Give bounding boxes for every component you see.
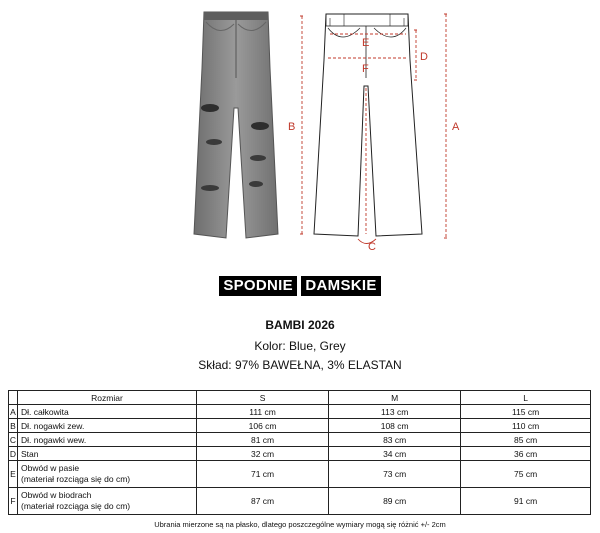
row-letter: B — [10, 420, 16, 431]
row-name-note: (materiał rozciąga się do cm) — [21, 474, 131, 484]
header-size-m: M — [329, 391, 461, 405]
diagram-label-f: F — [362, 63, 369, 75]
row-value-l: 115 cm — [461, 405, 591, 419]
header-size-s: S — [197, 391, 329, 405]
row-value-m: 89 cm — [329, 488, 461, 515]
row-value-s: 87 cm — [197, 488, 329, 515]
row-value-m: 34 cm — [329, 447, 461, 461]
composition-info: Skład: 97% BAWEŁNA, 3% ELASTAN — [198, 358, 402, 372]
table-row — [9, 488, 591, 515]
row-name-main: Obwód w pasie — [21, 463, 80, 473]
row-name: Dł. nogawki zew. — [18, 419, 197, 433]
table-row — [9, 405, 591, 419]
model-name: BAMBI 2026 — [265, 318, 335, 332]
row-letter: C — [9, 434, 17, 445]
jeans-measurement-diagram-icon — [280, 6, 470, 252]
row-letter: E — [9, 461, 18, 488]
row-value-m: 73 cm — [329, 461, 461, 488]
row-value-l: 110 cm — [461, 419, 591, 433]
row-name: Dł. nogawki wew. — [18, 433, 197, 447]
color-info: Kolor: Blue, Grey — [254, 339, 346, 353]
header-size-label: Rozmiar — [18, 391, 197, 405]
row-letter: A — [10, 406, 16, 417]
table-row — [9, 433, 591, 447]
row-value-l: 75 cm — [461, 461, 591, 488]
header-letter-cell — [9, 391, 18, 405]
row-value-l: 91 cm — [461, 488, 591, 515]
size-table — [8, 390, 591, 515]
row-value-m: 113 cm — [329, 405, 461, 419]
row-value-m: 108 cm — [329, 419, 461, 433]
table-row — [9, 447, 591, 461]
row-value-l: 85 cm — [461, 433, 591, 447]
row-value-s: 71 cm — [197, 461, 329, 488]
row-letter: D — [9, 448, 17, 459]
row-name: Dł. całkowita — [18, 405, 197, 419]
row-value-s: 32 cm — [197, 447, 329, 461]
diagram-label-c: C — [368, 241, 376, 252]
product-title — [0, 276, 600, 296]
header-size-l: L — [461, 391, 591, 405]
table-row — [9, 419, 591, 433]
title-word-2: DAMSKIE — [301, 276, 380, 296]
diagram-label-a: A — [452, 121, 460, 133]
table-row — [9, 461, 591, 488]
row-value-m: 83 cm — [329, 433, 461, 447]
diagram-label-e: E — [362, 37, 370, 49]
row-value-s: 81 cm — [197, 433, 329, 447]
illustrations — [0, 0, 600, 260]
row-name-main: Obwód w biodrach — [21, 490, 92, 500]
row-name-note: (materiał rozciąga się do cm) — [21, 501, 131, 511]
row-name: Stan — [18, 447, 197, 461]
title-word-1: SPODNIE — [219, 276, 297, 296]
row-value-s: 111 cm — [197, 405, 329, 419]
row-value-s: 106 cm — [197, 419, 329, 433]
diagram-label-d: D — [420, 51, 428, 63]
diagram-label-b: B — [288, 121, 296, 133]
row-letter: F — [9, 488, 18, 515]
measurement-footnote: Ubrania mierzone są na płasko, dlatego poszczególne wymiary mogą się różnić +/- 2cm — [154, 520, 446, 529]
row-value-l: 36 cm — [461, 447, 591, 461]
jeans-photo-icon — [190, 8, 282, 240]
table-header-row — [9, 391, 591, 405]
row-name — [18, 461, 197, 488]
row-name — [18, 488, 197, 515]
